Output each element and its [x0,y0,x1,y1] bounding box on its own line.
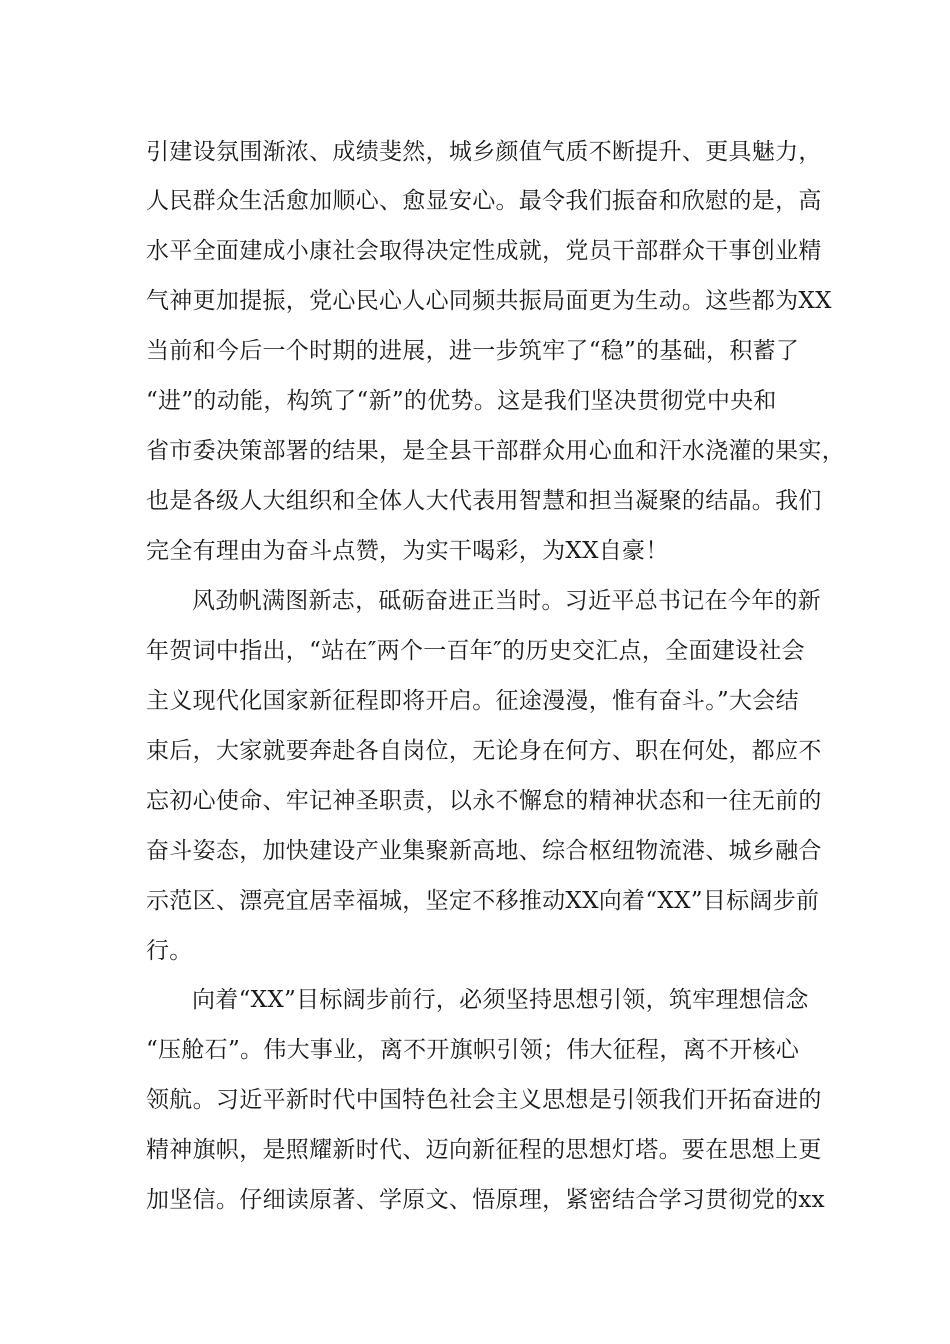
text-line: 行。 [146,938,193,964]
text-line: 忘初心使命、牢记神圣职责，以永不懈怠的精神状态和一往无前的 [146,788,822,814]
text-line: 当前和今后一个时期的进展，进一步筑牢了“稳”的基础，积蓄了 [146,338,800,364]
paragraph-start-line: 向着“XX”目标阔步前行，必须坚持思想引领，筑牢理想信念 [192,987,809,1013]
paragraph-start-line: 风劲帆满图新志，砥砺奋进正当时。习近平总书记在今年的新 [192,588,822,614]
text-line: 人民群众生活愈加顺心、愈显安心。最令我们振奋和欣慰的是，高 [146,188,822,214]
text-line: 示范区、漂亮宜居幸福城，坚定不移推动XX向着“XX”目标阔步前 [146,888,820,914]
text-line: 气神更加提振，党心民心人心同频共振局面更为生动。这些都为XX [146,288,832,314]
text-line: 引建设氛围渐浓、成绩斐然，城乡颜值气质不断提升、更具魅力， [146,139,822,165]
text-line: 年贺词中指出，“站在″两个一百年″的历史交汇点，全面建设社会 [146,638,805,664]
text-line: “压舱石”。伟大事业，离不开旗帜引领；伟大征程，离不开核心 [146,1037,800,1063]
text-line: 主义现代化国家新征程即将开启。征途漫漫，惟有奋斗。”大会结 [146,688,799,714]
text-line: 水平全面建成小康社会取得决定性成就，党员干部群众干事创业精 [146,238,822,264]
text-line: 也是各级人大组织和全体人大代表用智慧和担当凝聚的结晶。我们 [146,488,822,514]
text-line: 省市委决策部署的结果，是全县干部群众用心血和汗水浇灌的果实， [146,438,845,464]
text-line: 精神旗帜，是照耀新时代、迈向新征程的思想灯塔。要在思想上更 [146,1137,822,1163]
text-line: 束后，大家就要奔赴各自岗位，无论身在何方、职在何处，都应不 [146,738,822,764]
text-line: “进”的动能，构筑了“新”的优势。这是我们坚决贯彻党中央和 [146,388,777,414]
text-line: 完全有理由为奋斗点赞，为实干喝彩，为XX自豪！ [146,538,669,564]
text-line: 加坚信。仔细读原著、学原文、悟原理，紧密结合学习贯彻党的xx [146,1187,825,1213]
text-line: 奋斗姿态，加快建设产业集聚新高地、综合枢纽物流港、城乡融合 [146,838,822,864]
text-line: 领航。习近平新时代中国特色社会主义思想是引领我们开拓奋进的 [146,1087,822,1113]
